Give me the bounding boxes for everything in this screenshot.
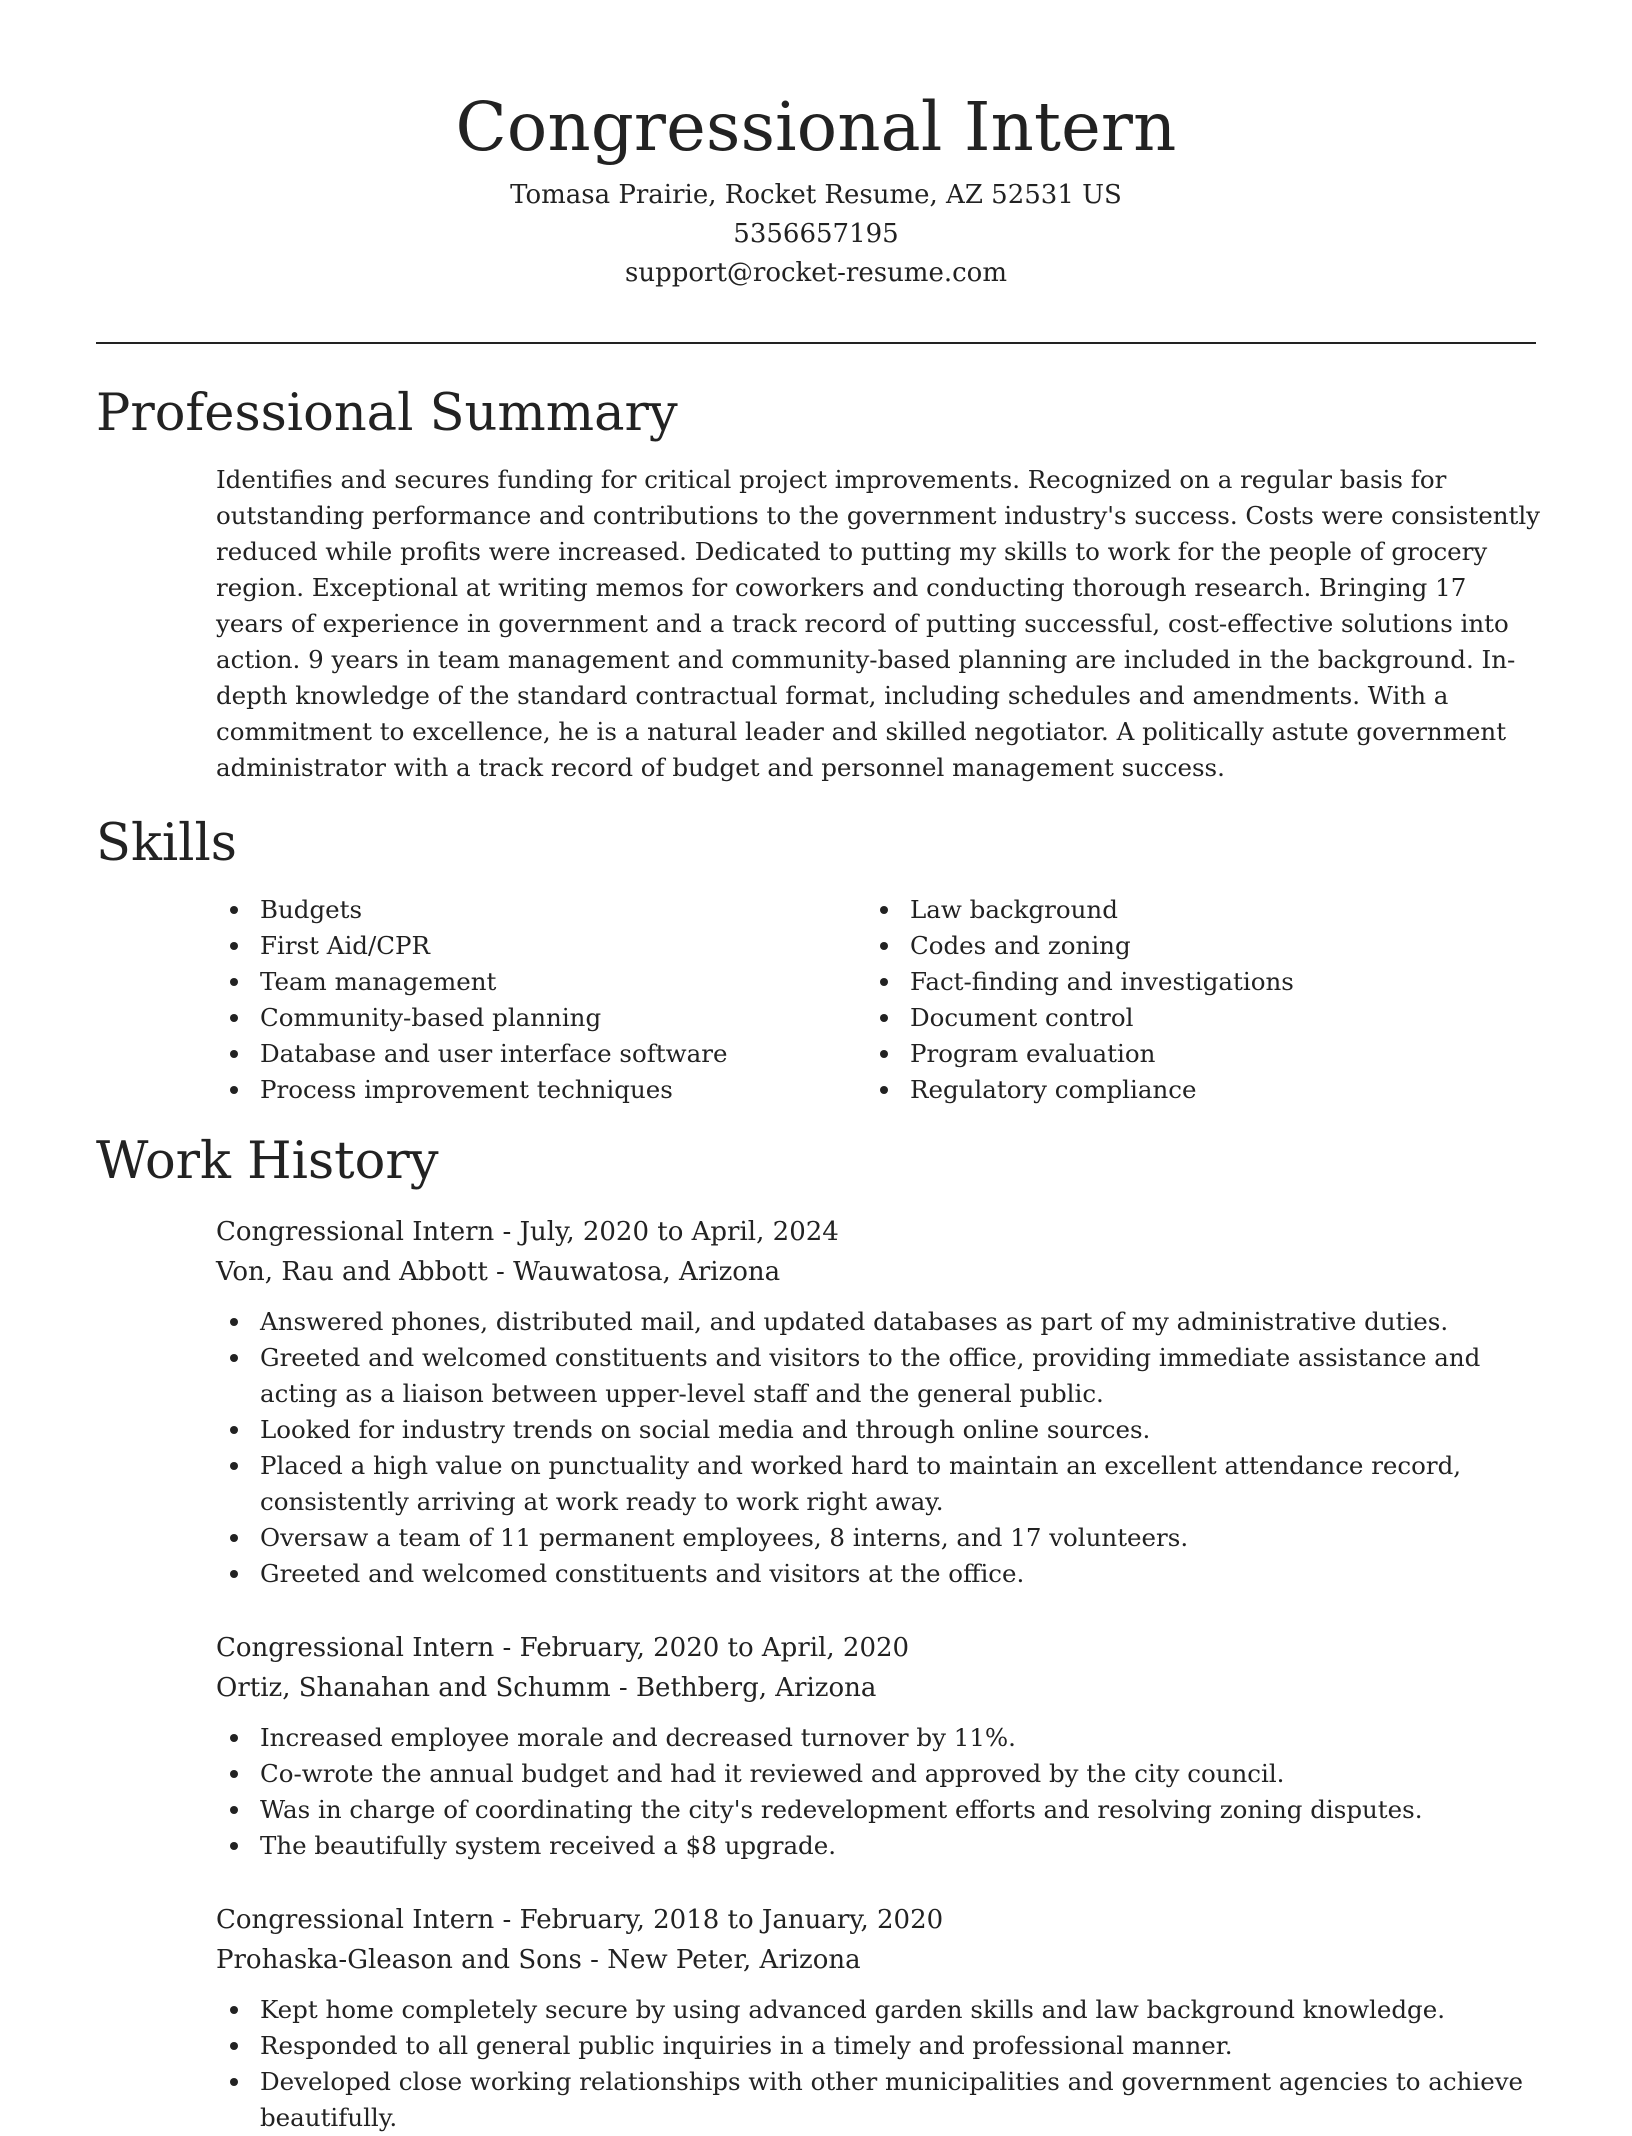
skill-item [866, 928, 1506, 964]
bullet-icon [230, 1842, 238, 1850]
skill-label: Process improvement techniques [260, 1075, 673, 1104]
resume-header [96, 82, 1536, 293]
job-bullets [216, 1304, 1541, 1592]
bullet-icon [230, 1534, 238, 1542]
job-company: Von, Rau and Abbott [216, 1257, 488, 1287]
job-bullet-text: Responded to all general public inquiries in a timely and professional manner. [260, 2031, 1233, 2060]
skill-item [216, 964, 856, 1000]
job-dates: July, 2020 to April, 2024 [519, 1217, 839, 1247]
skill-label: Codes and zoning [910, 931, 1131, 960]
job-separator: - [610, 1673, 636, 1703]
skill-label: Program evaluation [910, 1039, 1156, 1068]
skill-item [216, 928, 856, 964]
job-location: Wauwatosa, Arizona [513, 1257, 781, 1287]
job-entry [216, 1900, 1541, 2136]
skill-label: Team management [260, 967, 497, 996]
contact-address: Tomasa Prairie, Rocket Resume, AZ 52531 US [510, 180, 1122, 210]
job-bullet-text: Answered phones, distributed mail, and updated databases as part of my administrative duties. [260, 1307, 1449, 1336]
bullet-icon [230, 1570, 238, 1578]
skills-heading: Skills [96, 814, 237, 873]
bullet-icon [230, 1462, 238, 1470]
skill-item [866, 1000, 1506, 1036]
bullet-icon [230, 1318, 238, 1326]
job-entry [216, 1628, 1541, 1864]
bullet-icon [230, 1086, 238, 1094]
skill-label: Community-based planning [260, 1003, 602, 1032]
job-title: Congressional Intern [216, 1633, 495, 1663]
skill-item [216, 1036, 856, 1072]
job-dates: February, 2018 to January, 2020 [519, 1905, 944, 1935]
job-separator: - [494, 1217, 520, 1247]
job-bullet-text: Oversaw a team of 11 permanent employees, 8 interns, and 17 volunteers. [260, 1523, 1189, 1552]
skill-label: Database and user interface software [260, 1039, 728, 1068]
skill-item [866, 892, 1506, 928]
skill-label: Budgets [260, 895, 363, 924]
job-bullet [216, 1720, 1541, 1756]
job-bullet-text: Greeted and welcomed constituents and visitors to the office, providing immediate assistance and acting as a liaison between upper-level staff and the general public. [260, 1343, 1481, 1408]
job-title: Congressional Intern [216, 1217, 495, 1247]
job-separator: - [494, 1633, 520, 1663]
job-bullet [216, 1448, 1541, 1520]
job-company: Ortiz, Shanahan and Schumm [216, 1673, 611, 1703]
bullet-icon [230, 906, 238, 914]
job-location: New Peter, Arizona [607, 1945, 861, 1975]
job-location: Bethberg, Arizona [635, 1673, 877, 1703]
skill-item [216, 1072, 856, 1108]
job-bullet-text: Looked for industry trends on social media and through online sources. [260, 1415, 1151, 1444]
bullet-icon [230, 2042, 238, 2050]
job-company-line [216, 1252, 1541, 1292]
bullet-icon [230, 2078, 238, 2086]
bullet-icon [880, 1050, 888, 1058]
job-title-line [216, 1900, 1541, 1940]
bullet-icon [880, 978, 888, 986]
skills-column-2 [866, 892, 1506, 1108]
work-history-heading: Work History [96, 1132, 439, 1191]
contact-block [96, 176, 1536, 293]
skill-label: Document control [910, 1003, 1134, 1032]
skill-item [216, 1000, 856, 1036]
bullet-icon [880, 906, 888, 914]
job-bullet [216, 2064, 1541, 2136]
contact-phone: 5356657195 [733, 219, 899, 249]
bullet-icon [230, 1050, 238, 1058]
bullet-icon [230, 978, 238, 986]
bullet-icon [230, 1014, 238, 1022]
job-bullet-text: Placed a high value on punctuality and worked hard to maintain an excellent attendance record, consistently arriving at work ready to work right away. [260, 1451, 1462, 1516]
job-dates: February, 2020 to April, 2020 [519, 1633, 910, 1663]
skill-item [866, 964, 1506, 1000]
skill-item [866, 1072, 1506, 1108]
bullet-icon [880, 1014, 888, 1022]
job-separator: - [487, 1257, 514, 1287]
job-bullet-text: Kept home completely secure by using advanced garden skills and law background knowledge. [260, 1995, 1446, 2024]
skill-item [866, 1036, 1506, 1072]
job-bullet [216, 1412, 1541, 1448]
header-divider [96, 342, 1536, 344]
skills-column-1 [216, 892, 856, 1108]
bullet-icon [230, 2006, 238, 2014]
skill-label: Regulatory compliance [910, 1075, 1197, 1104]
bullet-icon [880, 1086, 888, 1094]
job-company-line [216, 1668, 1541, 1708]
job-bullets [216, 1720, 1541, 1864]
job-bullets [216, 1992, 1541, 2136]
job-company-line [216, 1940, 1541, 1980]
bullet-icon [880, 942, 888, 950]
bullet-icon [230, 1770, 238, 1778]
job-bullet [216, 2028, 1541, 2064]
job-bullet [216, 1992, 1541, 2028]
skill-item [216, 892, 856, 928]
job-bullet [216, 1756, 1541, 1792]
summary-text: Identifies and secures funding for critical project improvements. Recognized on a regular basis for outstanding performance and contributions to the government industry's success. Costs were consistently reduced while profits were increased. Dedicated to putting my skills to work for the people of grocery region. Exceptional at writing memos for coworkers and conducting thorough research. Bringing 17 years of experience in government and a track record of putting successful, cost-effective solutions into action. 9 years in team management and community-based planning are included in the background. In-depth knowledge of the standard contractual format, including schedules and amendments. With a commitment to excellence, he is a natural leader and skilled negotiator. A politically astute government administrator with a track record of budget and personnel management success. [216, 465, 1541, 782]
bullet-icon [230, 1806, 238, 1814]
job-bullet [216, 1304, 1541, 1340]
bullet-icon [230, 1734, 238, 1742]
job-entry [216, 1212, 1541, 1592]
job-bullet [216, 1828, 1541, 1864]
job-bullet [216, 1520, 1541, 1556]
job-bullet [216, 1792, 1541, 1828]
job-bullet-text: Developed close working relationships with other municipalities and government agencies to achieve beautifully. [260, 2067, 1524, 2132]
job-bullet-text: Increased employee morale and decreased turnover by 11%. [260, 1723, 1016, 1752]
job-title: Congressional Intern [216, 1905, 495, 1935]
job-bullet-text: Greeted and welcomed constituents and visitors at the office. [260, 1559, 1025, 1588]
skill-label: Law background [910, 895, 1118, 924]
job-title-line [216, 1212, 1541, 1252]
job-bullet-text: The beautifully system received a $8 upgrade. [260, 1831, 837, 1860]
job-separator: - [581, 1945, 608, 1975]
bullet-icon [230, 942, 238, 950]
job-title-line [216, 1628, 1541, 1668]
job-bullet-text: Co-wrote the annual budget and had it reviewed and approved by the city council. [260, 1759, 1285, 1788]
skill-label: Fact-finding and investigations [910, 967, 1294, 996]
summary-heading: Professional Summary [96, 384, 678, 443]
job-bullet-text: Was in charge of coordinating the city's redevelopment efforts and resolving zoning disputes. [260, 1795, 1423, 1824]
resume-title: Congressional Intern [455, 88, 1177, 166]
job-bullet [216, 1556, 1541, 1592]
job-separator: - [494, 1905, 520, 1935]
bullet-icon [230, 1426, 238, 1434]
job-bullet [216, 1340, 1541, 1412]
skill-label: First Aid/CPR [260, 931, 430, 960]
bullet-icon [230, 1354, 238, 1362]
contact-email: support@rocket-resume.com [624, 258, 1007, 288]
job-company: Prohaska-Gleason and Sons [216, 1945, 582, 1975]
